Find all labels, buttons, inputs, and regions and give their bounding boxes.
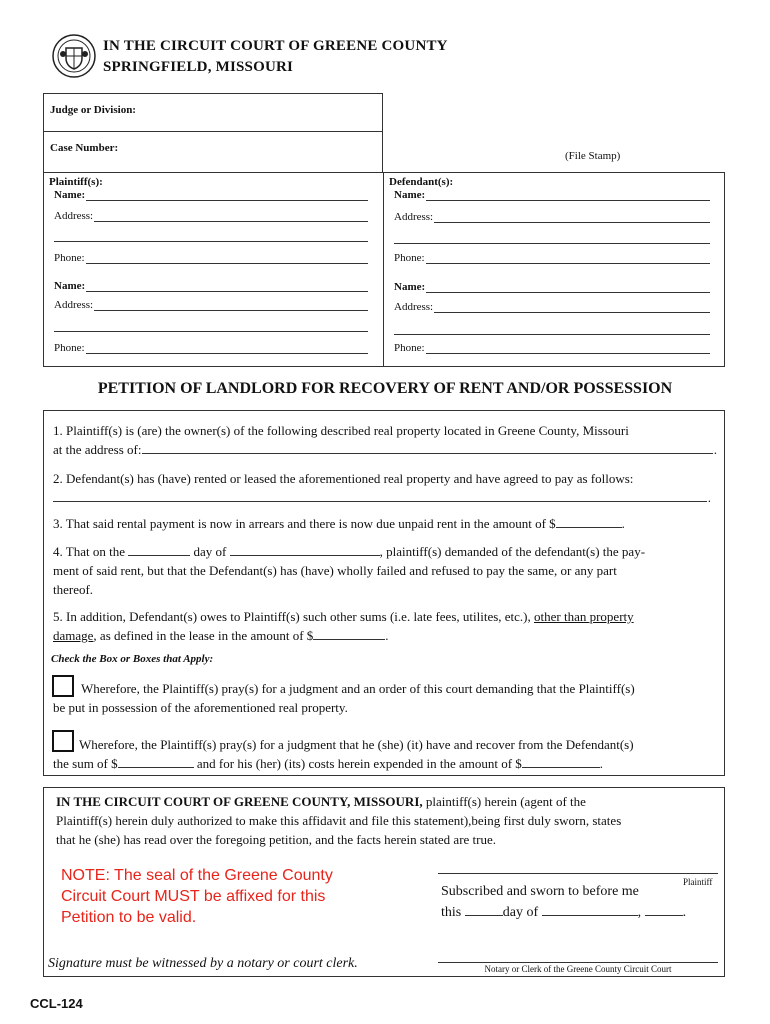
defendant2-address-line2[interactable]: [394, 334, 710, 335]
defendant2-name-field[interactable]: Name:: [394, 281, 710, 293]
sworn-day-field[interactable]: [465, 903, 503, 916]
paragraph-2: 2. Defendant(s) has (have) rented or leased the aforementioned real property and have agreed to pay as follows: .: [53, 471, 711, 505]
property-address-field[interactable]: [142, 441, 712, 454]
notary-signature-line[interactable]: [438, 962, 718, 963]
sworn-year-field[interactable]: [645, 903, 683, 916]
witness-requirement: Signature must be witnessed by a notary or court clerk.: [48, 956, 358, 971]
subscribed-line-1: Subscribed and sworn to before me: [441, 884, 639, 899]
demand-day-field[interactable]: [128, 543, 190, 556]
defendant1-address-line2[interactable]: [394, 243, 710, 244]
defendant2-address-field[interactable]: Address:: [394, 301, 710, 313]
file-stamp-label: (File Stamp): [565, 150, 621, 162]
defendant1-name-field[interactable]: Name:: [394, 189, 710, 201]
paragraph-4: 4. That on the day of , plaintiff(s) demanded of the defendant(s) the pay- ment of said rent, but that the Defendant(s) has (have) wholly failed and refused to pay the same, or any part thereof.: [53, 544, 646, 597]
payment-terms-field[interactable]: [53, 489, 707, 502]
court-name: IN THE CIRCUIT COURT OF GREENE COUNTY: [103, 38, 448, 54]
judge-label: Judge or Division:: [50, 104, 136, 116]
seal-notice: NOTE: The seal of the Greene County Circuit Court MUST be affixed for this Petition to be valid.: [61, 867, 333, 926]
defendant1-phone-field[interactable]: Phone:: [394, 252, 710, 264]
option-possession: Wherefore, the Plaintiff(s) pray(s) for a judgment and an order of this court demanding that the Plaintiff(s) be put in possession of the aforementioned real property.: [53, 681, 635, 715]
plaintiff-signature-line[interactable]: [438, 873, 718, 874]
unpaid-rent-amount-field[interactable]: [556, 515, 622, 528]
plaintiff1-address-line2[interactable]: [54, 241, 368, 242]
costs-amount-field[interactable]: [522, 755, 600, 768]
plaintiff1-phone-field[interactable]: Phone:: [54, 252, 368, 264]
defendant1-address-field[interactable]: Address:: [394, 211, 710, 223]
parties-box: [43, 172, 725, 367]
paragraph-3: 3. That said rental payment is now in arrears and there is now due unpaid rent in the amount of $ .: [53, 516, 625, 531]
other-sums-amount-field[interactable]: [313, 627, 385, 640]
notary-signature-label: Notary or Clerk of the Greene County Circuit Court: [484, 964, 672, 974]
court-seal: [52, 34, 96, 78]
plaintiff1-address-field[interactable]: Address:: [54, 210, 368, 222]
parties-divider: [383, 172, 384, 367]
court-location: SPRINGFIELD, MISSOURI: [103, 59, 294, 75]
affidavit-statement: IN THE CIRCUIT COURT OF GREENE COUNTY, MISSOURI, plaintiff(s) herein (agent of the Plaintiff(s) herein duly authorized to make this affidavit and file this statement),being first duly sworn, states that he (she) has read over the foregoing petition, and the facts herein stated are true.: [56, 794, 622, 847]
plaintiff1-name-field[interactable]: Name:: [54, 189, 368, 201]
sworn-month-field[interactable]: [542, 903, 638, 916]
petition-title: PETITION OF LANDLORD FOR RECOVERY OF RENT AND/OR POSSESSION: [97, 380, 673, 397]
defendant2-phone-field[interactable]: Phone:: [394, 342, 710, 354]
form-number: CCL-124: [30, 996, 83, 1011]
paragraph-1: 1. Plaintiff(s) is (are) the owner(s) of the following described real property located in Greene County, Missouri at the address of: .: [53, 423, 717, 457]
plaintiff2-address-line2[interactable]: [54, 331, 368, 332]
check-box-instruction: Check the Box or Boxes that Apply:: [51, 653, 214, 665]
plaintiff2-name-field[interactable]: Name:: [54, 280, 368, 292]
plaintiff-signature-label: Plaintiff: [683, 877, 713, 887]
plaintiff2-address-field[interactable]: Address:: [54, 299, 368, 311]
defendants-label: Defendant(s):: [389, 176, 454, 188]
option-judgment: Wherefore, the Plaintiff(s) pray(s) for a judgment that he (she) (it) have and recover from the Defendant(s) the sum of $ and for his (her) (its) costs herein expended in the amount of $ .: [53, 737, 634, 771]
paragraph-5: 5. In addition, Defendant(s) owes to Plaintiff(s) such other sums (i.e. late fees, utilites, etc.), other than property damage, as defined in the lease in the amount of $ .: [53, 609, 634, 643]
subscribed-line-2: this day of , .: [441, 905, 687, 920]
plaintiff2-phone-field[interactable]: Phone:: [54, 342, 368, 354]
case-number-label: Case Number:: [50, 142, 119, 154]
demand-month-field[interactable]: [230, 543, 380, 556]
plaintiffs-label: Plaintiff(s):: [49, 176, 103, 188]
judgment-sum-field[interactable]: [118, 755, 194, 768]
